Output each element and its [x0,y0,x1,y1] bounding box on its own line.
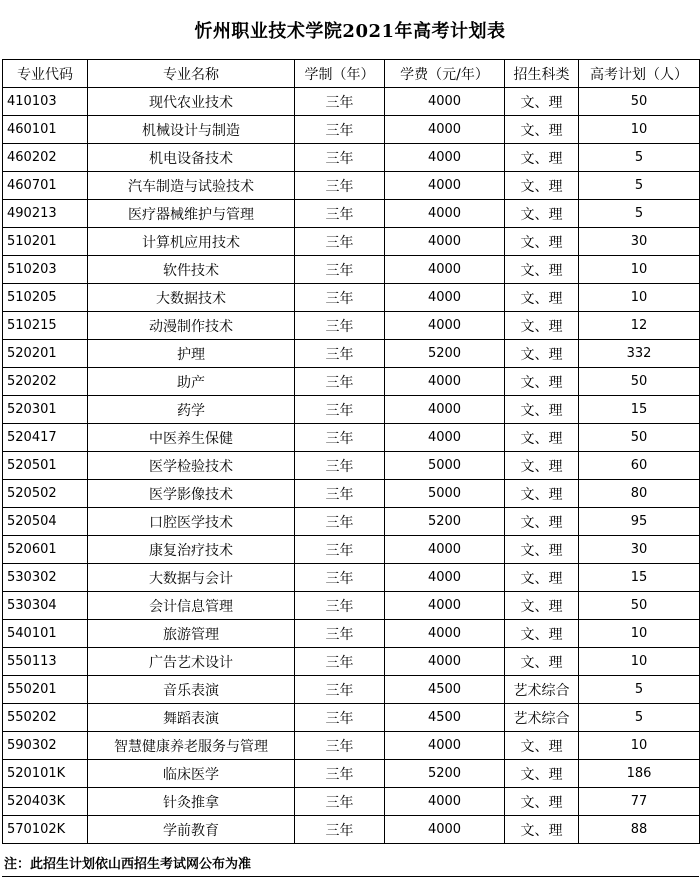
cell-major-name: 中医养生保健 [88,424,295,452]
cell-tuition: 4000 [385,172,505,200]
cell-tuition: 4000 [385,648,505,676]
cell-major-name: 医学检验技术 [88,452,295,480]
cell-major-name: 康复治疗技术 [88,536,295,564]
table-row [3,648,700,676]
footer-divider [2,876,699,877]
cell-plan-count: 10 [579,732,700,760]
table-row [3,284,700,312]
cell-subject-category: 文、理 [505,620,579,648]
cell-tuition: 4000 [385,396,505,424]
cell-plan-count: 50 [579,592,700,620]
cell-subject-category: 文、理 [505,88,579,116]
table-row [3,676,700,704]
cell-tuition: 4000 [385,116,505,144]
cell-duration: 三年 [295,312,385,340]
cell-duration: 三年 [295,536,385,564]
cell-major-name: 动漫制作技术 [88,312,295,340]
cell-major-code: 570102K [3,816,88,844]
cell-duration: 三年 [295,508,385,536]
cell-major-name: 旅游管理 [88,620,295,648]
cell-duration: 三年 [295,368,385,396]
cell-major-code: 520403K [3,788,88,816]
table-row [3,256,700,284]
cell-subject-category: 文、理 [505,788,579,816]
cell-plan-count: 10 [579,648,700,676]
cell-major-code: 510215 [3,312,88,340]
table-row [3,732,700,760]
cell-plan-count: 10 [579,256,700,284]
cell-duration: 三年 [295,256,385,284]
cell-major-code: 530304 [3,592,88,620]
cell-subject-category: 艺术综合 [505,704,579,732]
cell-duration: 三年 [295,452,385,480]
cell-major-code: 520601 [3,536,88,564]
cell-plan-count: 5 [579,676,700,704]
cell-major-name: 药学 [88,396,295,424]
cell-plan-count: 77 [579,788,700,816]
cell-major-name: 现代农业技术 [88,88,295,116]
cell-major-name: 学前教育 [88,816,295,844]
cell-subject-category: 文、理 [505,116,579,144]
cell-duration: 三年 [295,172,385,200]
cell-subject-category: 文、理 [505,592,579,620]
cell-duration: 三年 [295,676,385,704]
footnote: 注：此招生计划依山西招生考试网公布为准 [4,856,252,872]
cell-major-code: 520502 [3,480,88,508]
cell-major-name: 口腔医学技术 [88,508,295,536]
cell-plan-count: 15 [579,396,700,424]
cell-major-code: 550113 [3,648,88,676]
cell-duration: 三年 [295,620,385,648]
header-major-name: 专业名称 [88,60,295,88]
cell-major-code: 490213 [3,200,88,228]
cell-duration: 三年 [295,396,385,424]
cell-plan-count: 30 [579,536,700,564]
cell-plan-count: 60 [579,452,700,480]
cell-tuition: 4500 [385,676,505,704]
cell-duration: 三年 [295,732,385,760]
cell-major-name: 临床医学 [88,760,295,788]
cell-major-code: 510201 [3,228,88,256]
cell-plan-count: 10 [579,284,700,312]
cell-major-code: 550202 [3,704,88,732]
cell-major-name: 大数据与会计 [88,564,295,592]
header-major-code: 专业代码 [3,60,88,88]
cell-major-name: 医疗器械维护与管理 [88,200,295,228]
table-row [3,452,700,480]
cell-major-name: 大数据技术 [88,284,295,312]
header-duration: 学制（年） [295,60,385,88]
cell-subject-category: 文、理 [505,760,579,788]
cell-plan-count: 10 [579,116,700,144]
cell-duration: 三年 [295,88,385,116]
table-header-row [3,60,700,88]
cell-major-code: 590302 [3,732,88,760]
header-plan-count: 高考计划（人） [579,60,700,88]
cell-duration: 三年 [295,816,385,844]
cell-duration: 三年 [295,592,385,620]
cell-subject-category: 文、理 [505,256,579,284]
cell-subject-category: 文、理 [505,480,579,508]
table-row [3,312,700,340]
cell-duration: 三年 [295,648,385,676]
cell-duration: 三年 [295,788,385,816]
table-row [3,116,700,144]
table-row [3,200,700,228]
cell-major-code: 510205 [3,284,88,312]
cell-tuition: 5200 [385,508,505,536]
cell-tuition: 4000 [385,88,505,116]
cell-duration: 三年 [295,760,385,788]
table-row [3,816,700,844]
cell-major-name: 计算机应用技术 [88,228,295,256]
cell-major-code: 520417 [3,424,88,452]
table-body [3,88,700,844]
cell-tuition: 5000 [385,480,505,508]
cell-subject-category: 文、理 [505,452,579,480]
cell-plan-count: 10 [579,620,700,648]
cell-plan-count: 5 [579,200,700,228]
cell-major-name: 汽车制造与试验技术 [88,172,295,200]
cell-major-code: 510203 [3,256,88,284]
cell-major-name: 舞蹈表演 [88,704,295,732]
cell-duration: 三年 [295,228,385,256]
cell-plan-count: 95 [579,508,700,536]
cell-subject-category: 文、理 [505,536,579,564]
cell-plan-count: 88 [579,816,700,844]
table-row [3,340,700,368]
cell-tuition: 5000 [385,452,505,480]
table-row [3,480,700,508]
cell-major-name: 护理 [88,340,295,368]
cell-tuition: 4000 [385,620,505,648]
cell-plan-count: 5 [579,704,700,732]
cell-major-name: 会计信息管理 [88,592,295,620]
cell-plan-count: 186 [579,760,700,788]
cell-major-name: 医学影像技术 [88,480,295,508]
cell-plan-count: 5 [579,172,700,200]
cell-plan-count: 15 [579,564,700,592]
table-row [3,172,700,200]
table-row [3,704,700,732]
cell-major-code: 410103 [3,88,88,116]
page-title: 忻州职业技术学院2021年高考计划表 [194,21,506,42]
cell-subject-category: 文、理 [505,368,579,396]
cell-duration: 三年 [295,424,385,452]
cell-major-code: 520501 [3,452,88,480]
cell-subject-category: 文、理 [505,564,579,592]
cell-duration: 三年 [295,340,385,368]
table-row [3,760,700,788]
cell-tuition: 4000 [385,200,505,228]
cell-tuition: 4000 [385,592,505,620]
cell-tuition: 4000 [385,788,505,816]
cell-duration: 三年 [295,704,385,732]
cell-duration: 三年 [295,284,385,312]
cell-plan-count: 332 [579,340,700,368]
cell-plan-count: 50 [579,424,700,452]
table-row [3,536,700,564]
cell-subject-category: 文、理 [505,732,579,760]
cell-subject-category: 文、理 [505,228,579,256]
cell-plan-count: 12 [579,312,700,340]
cell-tuition: 4000 [385,312,505,340]
cell-major-name: 针灸推拿 [88,788,295,816]
cell-subject-category: 艺术综合 [505,676,579,704]
table-row [3,144,700,172]
cell-major-code: 550201 [3,676,88,704]
cell-duration: 三年 [295,200,385,228]
table-row [3,620,700,648]
cell-tuition: 4000 [385,732,505,760]
cell-plan-count: 80 [579,480,700,508]
cell-subject-category: 文、理 [505,200,579,228]
cell-major-code: 520301 [3,396,88,424]
cell-major-code: 460701 [3,172,88,200]
cell-duration: 三年 [295,144,385,172]
cell-major-name: 软件技术 [88,256,295,284]
cell-plan-count: 50 [579,368,700,396]
cell-major-name: 音乐表演 [88,676,295,704]
cell-major-code: 520202 [3,368,88,396]
cell-tuition: 5200 [385,340,505,368]
cell-subject-category: 文、理 [505,340,579,368]
cell-major-code: 460202 [3,144,88,172]
table-row [3,564,700,592]
cell-duration: 三年 [295,480,385,508]
cell-tuition: 4000 [385,228,505,256]
enrollment-plan-table [2,59,700,844]
header-tuition: 学费（元/年） [385,60,505,88]
cell-tuition: 4000 [385,144,505,172]
cell-major-code: 530302 [3,564,88,592]
cell-major-name: 智慧健康养老服务与管理 [88,732,295,760]
cell-tuition: 4000 [385,564,505,592]
cell-major-name: 机电设备技术 [88,144,295,172]
cell-major-code: 520504 [3,508,88,536]
cell-major-name: 助产 [88,368,295,396]
cell-tuition: 4500 [385,704,505,732]
cell-major-code: 520101K [3,760,88,788]
table-row [3,396,700,424]
cell-subject-category: 文、理 [505,424,579,452]
cell-subject-category: 文、理 [505,172,579,200]
cell-subject-category: 文、理 [505,144,579,172]
cell-tuition: 4000 [385,424,505,452]
cell-tuition: 4000 [385,368,505,396]
header-subject-category: 招生科类 [505,60,579,88]
cell-tuition: 4000 [385,816,505,844]
cell-subject-category: 文、理 [505,312,579,340]
cell-plan-count: 50 [579,88,700,116]
table-row [3,788,700,816]
table-row [3,508,700,536]
cell-subject-category: 文、理 [505,396,579,424]
table-row [3,88,700,116]
cell-major-name: 机械设计与制造 [88,116,295,144]
cell-tuition: 4000 [385,284,505,312]
cell-plan-count: 5 [579,144,700,172]
cell-major-code: 460101 [3,116,88,144]
cell-plan-count: 30 [579,228,700,256]
table-row [3,368,700,396]
cell-subject-category: 文、理 [505,284,579,312]
cell-major-code: 520201 [3,340,88,368]
cell-subject-category: 文、理 [505,648,579,676]
cell-subject-category: 文、理 [505,816,579,844]
cell-tuition: 4000 [385,536,505,564]
cell-duration: 三年 [295,116,385,144]
table-row [3,228,700,256]
cell-tuition: 4000 [385,256,505,284]
cell-major-code: 540101 [3,620,88,648]
table-row [3,424,700,452]
cell-subject-category: 文、理 [505,508,579,536]
cell-duration: 三年 [295,564,385,592]
cell-tuition: 5200 [385,760,505,788]
cell-major-name: 广告艺术设计 [88,648,295,676]
table-row [3,592,700,620]
